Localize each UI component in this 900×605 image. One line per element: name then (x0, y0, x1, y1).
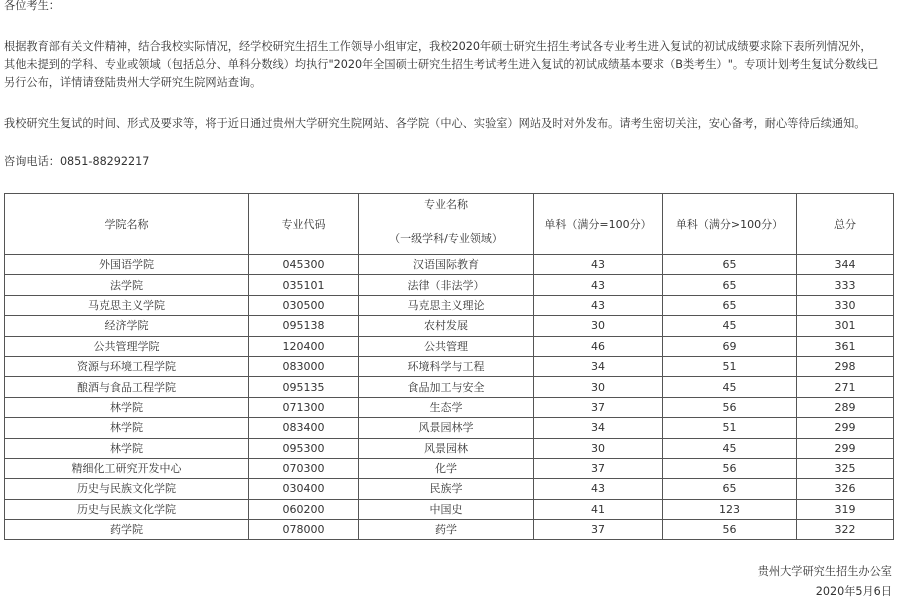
cell-single-subject-100: 43 (534, 479, 663, 499)
retest-notice-paragraph: 我校研究生复试的时间、形式及要求等，将于近日通过贵州大学研究生院网站、各学院（中心、实验室）网站及时对外发布。请考生密切关注，安心备考，耐心等待后续通知。 (4, 117, 866, 130)
cell-total-score: 361 (797, 336, 894, 356)
table-row (5, 336, 894, 356)
header-college: 学院名称 (5, 194, 249, 255)
table-row (5, 438, 894, 458)
cell-college: 历史与民族文化学院 (5, 479, 249, 499)
cell-college: 林学院 (5, 397, 249, 417)
notice-paragraph-line-3: 另行公布，详情请登陆贵州大学研究生院网站查询。 (4, 76, 262, 89)
cell-major-code: 030400 (249, 479, 359, 499)
cell-college: 酿酒与食品工程学院 (5, 377, 249, 397)
cell-total-score: 271 (797, 377, 894, 397)
cell-single-subject-over-100: 45 (663, 438, 797, 458)
table-row (5, 397, 894, 417)
cell-single-subject-over-100: 65 (663, 479, 797, 499)
cell-major-code: 083400 (249, 418, 359, 438)
table-header-row (5, 194, 894, 255)
cell-college: 法学院 (5, 275, 249, 295)
cell-single-subject-100: 43 (534, 255, 663, 275)
cell-major-name: 农村发展 (359, 316, 534, 336)
cell-college: 药学院 (5, 520, 249, 540)
cell-single-subject-over-100: 65 (663, 295, 797, 315)
cell-single-subject-over-100: 56 (663, 520, 797, 540)
notice-paragraph-line-1: 根据教育部有关文件精神，结合我校实际情况，经学校研究生招生工作领导小组审定，我校2020年硕士研究生招生考试各专业考生进入复试的初试成绩要求除下表所列情况外， (4, 40, 872, 53)
header-total-score: 总分 (797, 194, 894, 255)
cell-major-code: 120400 (249, 336, 359, 356)
cell-college: 公共管理学院 (5, 336, 249, 356)
cell-single-subject-100: 34 (534, 418, 663, 438)
cell-single-subject-100: 30 (534, 438, 663, 458)
cell-total-score: 325 (797, 458, 894, 478)
cell-college: 精细化工研究开发中心 (5, 458, 249, 478)
table-row (5, 499, 894, 519)
header-major-name-line1: 专业名称 (424, 198, 468, 211)
cell-major-name: 风景园林学 (359, 418, 534, 438)
cell-major-code: 083000 (249, 356, 359, 376)
cell-major-name: 药学 (359, 520, 534, 540)
cell-single-subject-over-100: 56 (663, 397, 797, 417)
cell-major-code: 095300 (249, 438, 359, 458)
table-row (5, 520, 894, 540)
cell-single-subject-over-100: 51 (663, 418, 797, 438)
header-major-code: 专业代码 (249, 194, 359, 255)
cell-major-name: 食品加工与安全 (359, 377, 534, 397)
cell-major-code: 071300 (249, 397, 359, 417)
cell-single-subject-over-100: 65 (663, 255, 797, 275)
cell-major-code: 035101 (249, 275, 359, 295)
table-row (5, 458, 894, 478)
table-row (5, 275, 894, 295)
cell-single-subject-100: 43 (534, 275, 663, 295)
cell-college: 历史与民族文化学院 (5, 499, 249, 519)
cell-major-name: 生态学 (359, 397, 534, 417)
cell-total-score: 298 (797, 356, 894, 376)
greeting: 各位考生： (4, 0, 60, 12)
cell-total-score: 326 (797, 479, 894, 499)
cell-major-name: 民族学 (359, 479, 534, 499)
cell-major-name: 风景园林 (359, 438, 534, 458)
table-row (5, 356, 894, 376)
cell-total-score: 330 (797, 295, 894, 315)
score-table (4, 193, 894, 540)
table-row (5, 255, 894, 275)
cell-major-code: 070300 (249, 458, 359, 478)
cell-single-subject-over-100: 123 (663, 499, 797, 519)
header-major-name-line2: （一级学科/专业领域） (389, 232, 503, 245)
cell-major-name: 公共管理 (359, 336, 534, 356)
cell-single-subject-100: 43 (534, 295, 663, 315)
cell-major-code: 060200 (249, 499, 359, 519)
cell-major-name: 化学 (359, 458, 534, 478)
cell-single-subject-100: 37 (534, 458, 663, 478)
cell-total-score: 299 (797, 418, 894, 438)
cell-major-name: 中国史 (359, 499, 534, 519)
cell-major-code: 045300 (249, 255, 359, 275)
cell-single-subject-over-100: 65 (663, 275, 797, 295)
cell-major-code: 030500 (249, 295, 359, 315)
cell-major-name: 法律（非法学） (359, 275, 534, 295)
cell-single-subject-100: 34 (534, 356, 663, 376)
cell-college: 资源与环境工程学院 (5, 356, 249, 376)
cell-total-score: 299 (797, 438, 894, 458)
cell-single-subject-100: 30 (534, 377, 663, 397)
header-major-name (359, 194, 534, 255)
contact-phone: 咨询电话：0851-88292217 (4, 155, 150, 168)
table-body (5, 255, 894, 540)
cell-major-name: 环境科学与工程 (359, 356, 534, 376)
cell-single-subject-over-100: 56 (663, 458, 797, 478)
cell-college: 林学院 (5, 418, 249, 438)
header-single-subject-100: 单科（满分=100分） (534, 194, 663, 255)
cell-single-subject-over-100: 69 (663, 336, 797, 356)
table-row (5, 479, 894, 499)
table-row (5, 418, 894, 438)
table-row (5, 377, 894, 397)
cell-major-code: 095135 (249, 377, 359, 397)
notice-paragraph-line-2: 其他未提到的学科、专业或领域（包括总分、单科分数线）均执行"2020年全国硕士研究生招生考试考生进入复试的初试成绩基本要求（B类考生）"。专项计划考生复试分数线已 (4, 58, 879, 71)
cell-college: 经济学院 (5, 316, 249, 336)
cell-total-score: 333 (797, 275, 894, 295)
cell-single-subject-over-100: 51 (663, 356, 797, 376)
cell-single-subject-100: 37 (534, 520, 663, 540)
cell-total-score: 301 (797, 316, 894, 336)
cell-major-name: 汉语国际教育 (359, 255, 534, 275)
cell-college: 外国语学院 (5, 255, 249, 275)
cell-single-subject-100: 37 (534, 397, 663, 417)
cell-college: 林学院 (5, 438, 249, 458)
cell-total-score: 344 (797, 255, 894, 275)
cell-total-score: 322 (797, 520, 894, 540)
cell-major-code: 095138 (249, 316, 359, 336)
issuing-office: 贵州大学研究生招生办公室 (757, 565, 892, 578)
cell-college: 马克思主义学院 (5, 295, 249, 315)
cell-major-code: 078000 (249, 520, 359, 540)
table-row (5, 316, 894, 336)
cell-single-subject-100: 41 (534, 499, 663, 519)
issue-date: 2020年5月6日 (815, 585, 892, 598)
cell-total-score: 319 (797, 499, 894, 519)
cell-single-subject-over-100: 45 (663, 316, 797, 336)
cell-single-subject-over-100: 45 (663, 377, 797, 397)
header-single-subject-over-100: 单科（满分>100分） (663, 194, 797, 255)
cell-single-subject-100: 46 (534, 336, 663, 356)
cell-total-score: 289 (797, 397, 894, 417)
cell-single-subject-100: 30 (534, 316, 663, 336)
table-row (5, 295, 894, 315)
cell-major-name: 马克思主义理论 (359, 295, 534, 315)
